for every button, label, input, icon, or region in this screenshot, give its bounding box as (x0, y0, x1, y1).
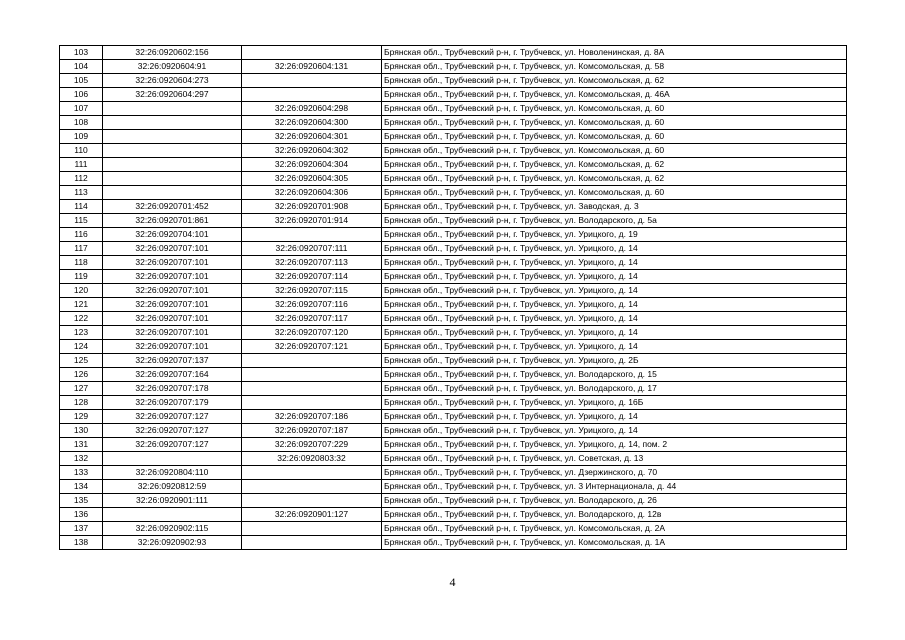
address-cell: Брянская обл., Трубчевский р-н, г. Трубчевск, ул. Комсомольская, д. 62 (382, 74, 847, 88)
table-row (60, 186, 847, 200)
cadastral-number-secondary-cell (242, 354, 382, 368)
cadastral-number-secondary-cell: 32:26:0920604:300 (242, 116, 382, 130)
table-row (60, 200, 847, 214)
table-row (60, 424, 847, 438)
table-row (60, 270, 847, 284)
row-number-cell: 107 (60, 102, 103, 116)
cadastral-number-secondary-cell: 32:26:0920707:114 (242, 270, 382, 284)
address-cell: Брянская обл., Трубчевский р-н, г. Трубчевск, ул. Урицкого, д. 2Б (382, 354, 847, 368)
table-body (60, 46, 847, 550)
table-row (60, 382, 847, 396)
table-row (60, 214, 847, 228)
address-cell: Брянская обл., Трубчевский р-н, г. Трубчевск, ул. Комсомольская, д. 60 (382, 102, 847, 116)
table-row (60, 368, 847, 382)
cadastral-number-cell (103, 508, 242, 522)
cadastral-number-cell: 32:26:0920707:164 (103, 368, 242, 382)
address-cell: Брянская обл., Трубчевский р-н, г. Трубчевск, ул. Комсомольская, д. 60 (382, 186, 847, 200)
cadastral-number-secondary-cell (242, 46, 382, 60)
row-number-cell: 105 (60, 74, 103, 88)
row-number-cell: 127 (60, 382, 103, 396)
table-row (60, 508, 847, 522)
table-row (60, 46, 847, 60)
address-cell: Брянская обл., Трубчевский р-н, г. Трубчевск, ул. Володарского, д. 17 (382, 382, 847, 396)
address-cell: Брянская обл., Трубчевский р-н, г. Трубчевск, ул. Урицкого, д. 14, пом. 2 (382, 438, 847, 452)
cadastral-number-cell (103, 172, 242, 186)
cadastral-number-cell: 32:26:0920707:137 (103, 354, 242, 368)
address-cell: Брянская обл., Трубчевский р-н, г. Трубчевск, ул. Комсомольская, д. 60 (382, 116, 847, 130)
cadastral-number-cell: 32:26:0920707:127 (103, 438, 242, 452)
table-row (60, 130, 847, 144)
address-cell: Брянская обл., Трубчевский р-н, г. Трубчевск, ул. Комсомольская, д. 46А (382, 88, 847, 102)
table-row (60, 354, 847, 368)
row-number-cell: 114 (60, 200, 103, 214)
table-row (60, 396, 847, 410)
row-number-cell: 120 (60, 284, 103, 298)
table-row (60, 60, 847, 74)
address-cell: Брянская обл., Трубчевский р-н, г. Трубчевск, ул. Урицкого, д. 19 (382, 228, 847, 242)
row-number-cell: 116 (60, 228, 103, 242)
cadastral-number-cell (103, 452, 242, 466)
row-number-cell: 117 (60, 242, 103, 256)
cadastral-number-cell (103, 130, 242, 144)
row-number-cell: 133 (60, 466, 103, 480)
row-number-cell: 130 (60, 424, 103, 438)
cadastral-number-secondary-cell (242, 536, 382, 550)
table-row (60, 480, 847, 494)
row-number-cell: 119 (60, 270, 103, 284)
address-cell: Брянская обл., Трубчевский р-н, г. Трубчевск, ул. Урицкого, д. 14 (382, 270, 847, 284)
cadastral-number-secondary-cell: 32:26:0920701:914 (242, 214, 382, 228)
cadastral-number-cell: 32:26:0920701:452 (103, 200, 242, 214)
table-row (60, 312, 847, 326)
address-cell: Брянская обл., Трубчевский р-н, г. Трубчевск, ул. Комсомольская, д. 58 (382, 60, 847, 74)
page-number: 4 (449, 575, 456, 589)
table-row (60, 438, 847, 452)
row-number-cell: 135 (60, 494, 103, 508)
address-cell: Брянская обл., Трубчевский р-н, г. Трубчевск, ул. Комсомольская, д. 60 (382, 130, 847, 144)
table-row (60, 410, 847, 424)
cadastral-number-cell: 32:26:0920707:127 (103, 410, 242, 424)
table-row (60, 88, 847, 102)
row-number-cell: 112 (60, 172, 103, 186)
cadastral-number-cell: 32:26:0920707:101 (103, 256, 242, 270)
cadastral-number-cell: 32:26:0920604:91 (103, 60, 242, 74)
address-cell: Брянская обл., Трубчевский р-н, г. Трубчевск, ул. Заводская, д. 3 (382, 200, 847, 214)
row-number-cell: 103 (60, 46, 103, 60)
row-number-cell: 138 (60, 536, 103, 550)
table-row (60, 74, 847, 88)
address-cell: Брянская обл., Трубчевский р-н, г. Трубчевск, ул. Володарского, д. 12в (382, 508, 847, 522)
cadastral-number-cell: 32:26:0920812:59 (103, 480, 242, 494)
row-number-cell: 121 (60, 298, 103, 312)
cadastral-number-cell: 32:26:0920707:101 (103, 284, 242, 298)
cadastral-number-secondary-cell: 32:26:0920604:304 (242, 158, 382, 172)
table-row (60, 228, 847, 242)
cadastral-number-cell: 32:26:0920901:111 (103, 494, 242, 508)
address-cell: Брянская обл., Трубчевский р-н, г. Трубчевск, ул. Володарского, д. 26 (382, 494, 847, 508)
table-row (60, 536, 847, 550)
cadastral-number-cell: 32:26:0920704:101 (103, 228, 242, 242)
table-row (60, 298, 847, 312)
row-number-cell: 106 (60, 88, 103, 102)
row-number-cell: 104 (60, 60, 103, 74)
address-cell: Брянская обл., Трубчевский р-н, г. Трубчевск, ул. Комсомольская, д. 1А (382, 536, 847, 550)
cadastral-number-cell: 32:26:0920707:101 (103, 298, 242, 312)
cadastral-number-secondary-cell: 32:26:0920707:113 (242, 256, 382, 270)
cadastral-number-secondary-cell: 32:26:0920707:116 (242, 298, 382, 312)
cadastral-number-secondary-cell (242, 494, 382, 508)
table-row (60, 466, 847, 480)
address-cell: Брянская обл., Трубчевский р-н, г. Трубчевск, ул. Урицкого, д. 16Б (382, 396, 847, 410)
cadastral-number-secondary-cell: 32:26:0920901:127 (242, 508, 382, 522)
row-number-cell: 122 (60, 312, 103, 326)
cadastral-number-secondary-cell: 32:26:0920707:120 (242, 326, 382, 340)
cadastral-number-secondary-cell: 32:26:0920707:229 (242, 438, 382, 452)
address-cell: Брянская обл., Трубчевский р-н, г. Трубчевск, ул. Комсомольская, д. 2А (382, 522, 847, 536)
cadastral-number-cell: 32:26:0920604:273 (103, 74, 242, 88)
cadastral-number-cell: 32:26:0920902:115 (103, 522, 242, 536)
cadastral-number-cell: 32:26:0920602:156 (103, 46, 242, 60)
cadastral-number-secondary-cell: 32:26:0920707:115 (242, 284, 382, 298)
address-cell: Брянская обл., Трубчевский р-н, г. Трубчевск, ул. Урицкого, д. 14 (382, 242, 847, 256)
cadastral-number-secondary-cell: 32:26:0920604:302 (242, 144, 382, 158)
cadastral-number-cell (103, 158, 242, 172)
address-cell: Брянская обл., Трубчевский р-н, г. Трубчевск, ул. Дзержинского, д. 70 (382, 466, 847, 480)
cadastral-number-secondary-cell (242, 522, 382, 536)
address-cell: Брянская обл., Трубчевский р-н, г. Трубчевск, ул. Комсомольская, д. 60 (382, 144, 847, 158)
cadastral-number-cell (103, 144, 242, 158)
cadastral-number-cell (103, 186, 242, 200)
property-table (59, 45, 847, 550)
table-row (60, 340, 847, 354)
cadastral-number-cell: 32:26:0920707:127 (103, 424, 242, 438)
row-number-cell: 131 (60, 438, 103, 452)
row-number-cell: 129 (60, 410, 103, 424)
row-number-cell: 109 (60, 130, 103, 144)
address-cell: Брянская обл., Трубчевский р-н, г. Трубчевск, ул. Урицкого, д. 14 (382, 340, 847, 354)
table-row (60, 256, 847, 270)
cadastral-number-cell (103, 102, 242, 116)
row-number-cell: 111 (60, 158, 103, 172)
cadastral-number-secondary-cell: 32:26:0920604:298 (242, 102, 382, 116)
cadastral-number-secondary-cell: 32:26:0920707:186 (242, 410, 382, 424)
address-cell: Брянская обл., Трубчевский р-н, г. Трубчевск, ул. Урицкого, д. 14 (382, 424, 847, 438)
address-cell: Брянская обл., Трубчевский р-н, г. Трубчевск, ул. Урицкого, д. 14 (382, 312, 847, 326)
row-number-cell: 110 (60, 144, 103, 158)
table-row (60, 494, 847, 508)
cadastral-number-cell: 32:26:0920707:101 (103, 326, 242, 340)
row-number-cell: 113 (60, 186, 103, 200)
cadastral-number-secondary-cell (242, 88, 382, 102)
table-row (60, 242, 847, 256)
table-row (60, 158, 847, 172)
cadastral-number-secondary-cell: 32:26:0920701:908 (242, 200, 382, 214)
cadastral-number-secondary-cell (242, 466, 382, 480)
row-number-cell: 126 (60, 368, 103, 382)
cadastral-number-cell: 32:26:0920804:110 (103, 466, 242, 480)
row-number-cell: 115 (60, 214, 103, 228)
address-cell: Брянская обл., Трубчевский р-н, г. Трубчевск, ул. Володарского, д. 5а (382, 214, 847, 228)
address-cell: Брянская обл., Трубчевский р-н, г. Трубчевск, ул. 3 Интернационала, д. 44 (382, 480, 847, 494)
address-cell: Брянская обл., Трубчевский р-н, г. Трубчевск, ул. Урицкого, д. 14 (382, 256, 847, 270)
cadastral-number-cell: 32:26:0920604:297 (103, 88, 242, 102)
address-cell: Брянская обл., Трубчевский р-н, г. Трубчевск, ул. Володарского, д. 15 (382, 368, 847, 382)
table-row (60, 326, 847, 340)
address-cell: Брянская обл., Трубчевский р-н, г. Трубчевск, ул. Урицкого, д. 14 (382, 410, 847, 424)
row-number-cell: 136 (60, 508, 103, 522)
cadastral-number-secondary-cell (242, 382, 382, 396)
row-number-cell: 132 (60, 452, 103, 466)
address-cell: Брянская обл., Трубчевский р-н, г. Трубчевск, ул. Новоленинская, д. 8А (382, 46, 847, 60)
address-cell: Брянская обл., Трубчевский р-н, г. Трубчевск, ул. Комсомольская, д. 62 (382, 158, 847, 172)
row-number-cell: 125 (60, 354, 103, 368)
cadastral-number-secondary-cell: 32:26:0920604:305 (242, 172, 382, 186)
table-row (60, 284, 847, 298)
row-number-cell: 123 (60, 326, 103, 340)
table-row (60, 172, 847, 186)
cadastral-number-secondary-cell: 32:26:0920604:301 (242, 130, 382, 144)
table-row (60, 522, 847, 536)
cadastral-number-cell: 32:26:0920701:861 (103, 214, 242, 228)
cadastral-number-secondary-cell: 32:26:0920707:117 (242, 312, 382, 326)
cadastral-number-cell: 32:26:0920707:101 (103, 270, 242, 284)
row-number-cell: 134 (60, 480, 103, 494)
row-number-cell: 128 (60, 396, 103, 410)
cadastral-number-secondary-cell: 32:26:0920707:187 (242, 424, 382, 438)
row-number-cell: 124 (60, 340, 103, 354)
cadastral-number-cell: 32:26:0920707:178 (103, 382, 242, 396)
cadastral-number-secondary-cell: 32:26:0920707:111 (242, 242, 382, 256)
cadastral-number-secondary-cell: 32:26:0920803:32 (242, 452, 382, 466)
row-number-cell: 137 (60, 522, 103, 536)
table-row (60, 452, 847, 466)
address-cell: Брянская обл., Трубчевский р-н, г. Трубчевск, ул. Урицкого, д. 14 (382, 326, 847, 340)
table-row (60, 144, 847, 158)
cadastral-number-cell: 32:26:0920707:101 (103, 242, 242, 256)
cadastral-number-cell (103, 116, 242, 130)
cadastral-number-secondary-cell: 32:26:0920707:121 (242, 340, 382, 354)
cadastral-number-secondary-cell (242, 480, 382, 494)
cadastral-number-secondary-cell (242, 368, 382, 382)
cadastral-number-secondary-cell: 32:26:0920604:306 (242, 186, 382, 200)
cadastral-number-cell: 32:26:0920707:101 (103, 340, 242, 354)
row-number-cell: 118 (60, 256, 103, 270)
table-row (60, 102, 847, 116)
cadastral-number-cell: 32:26:0920707:101 (103, 312, 242, 326)
cadastral-number-secondary-cell (242, 228, 382, 242)
address-cell: Брянская обл., Трубчевский р-н, г. Трубчевск, ул. Урицкого, д. 14 (382, 284, 847, 298)
cadastral-number-secondary-cell (242, 74, 382, 88)
cadastral-number-cell: 32:26:0920902:93 (103, 536, 242, 550)
row-number-cell: 108 (60, 116, 103, 130)
address-cell: Брянская обл., Трубчевский р-н, г. Трубчевск, ул. Комсомольская, д. 62 (382, 172, 847, 186)
address-cell: Брянская обл., Трубчевский р-н, г. Трубчевск, ул. Советская, д. 13 (382, 452, 847, 466)
cadastral-number-cell: 32:26:0920707:179 (103, 396, 242, 410)
address-cell: Брянская обл., Трубчевский р-н, г. Трубчевск, ул. Урицкого, д. 14 (382, 298, 847, 312)
cadastral-number-secondary-cell: 32:26:0920604:131 (242, 60, 382, 74)
cadastral-number-secondary-cell (242, 396, 382, 410)
table-row (60, 116, 847, 130)
